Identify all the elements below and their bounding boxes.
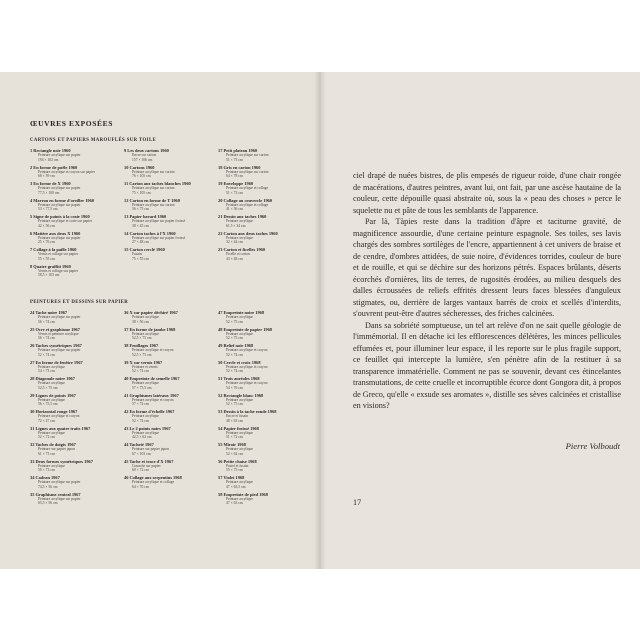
catalog-column-2a [124, 148, 212, 264]
entry-dimensions: 51 × 72 cm [226, 435, 243, 440]
catalog-entry [30, 442, 118, 459]
entry-medium: Peinture acrylique et crayon [226, 381, 268, 386]
entry-dimensions: 64 × 70 cm [132, 484, 149, 489]
catalog-entry [124, 409, 212, 426]
entry-dimensions: 27 × 48 cm [132, 240, 149, 245]
catalog-entry [124, 247, 212, 264]
catalog-entry [124, 148, 212, 165]
entry-medium: Peinture acrylique et collage [132, 480, 175, 485]
entry-dimensions: 52,5 × 75 cm [38, 385, 58, 390]
catalog-entry [30, 393, 118, 410]
entry-dimensions: 157 × 106 cm [132, 157, 153, 162]
entry-medium: Peinture sur papier japon [38, 447, 75, 452]
entry-medium: Peinture acrylique et crayon [38, 414, 80, 419]
entry-medium: Encre sur carton [132, 153, 157, 158]
entry-dimensions: 60 × 72 cm [132, 468, 149, 473]
entry-medium: Peinture acrylique [38, 381, 65, 386]
entry-dimensions: 56 × 74 cm [38, 336, 55, 341]
entry-medium: Peinture acrylique et crayon [226, 364, 268, 369]
entry-dimensions: 48 × 63 cm [226, 418, 243, 423]
entry-medium: Peinture acrylique [38, 397, 65, 402]
catalog-entry [218, 409, 306, 426]
catalog-entry [30, 310, 118, 327]
entry-title: 54 Papier froissé 1968 [218, 425, 259, 431]
entry-medium: Peinture acrylique sur carton [132, 169, 175, 174]
entry-medium: Peinture acrylique [226, 480, 253, 485]
entry-dimensions: 52 × 75 cm [226, 336, 243, 341]
entry-dimensions: 52 × 74 cm [226, 369, 243, 374]
entry-title: 3 En forme de X 1960 [30, 181, 71, 186]
right-page [320, 72, 640, 569]
entry-medium: Peinture acrylique sur papier froissé [132, 235, 186, 240]
entry-title: 22 Carton aux deux taches 1960 [218, 230, 278, 236]
author-signature: Pierre Volboudt [565, 441, 620, 451]
entry-title: 5 Signe de points à la craie 1960 [30, 214, 90, 219]
left-page [0, 72, 319, 569]
catalog-entry [30, 327, 118, 344]
entry-title: 40 Empreinte de semelle 1967 [124, 376, 180, 381]
entry-title: 6 Matière aux deux X 1960 [30, 230, 81, 236]
catalog-entry [218, 393, 306, 410]
entry-dimensions: 64 × 78 cm [226, 174, 243, 179]
catalog-entry [30, 181, 118, 198]
entry-dimensions: 57 × 74 cm [132, 402, 149, 407]
entry-medium: Peinture et vernis [132, 364, 158, 369]
entry-medium: Peinture acrylique sur papier [38, 480, 81, 485]
catalog-entry [218, 426, 306, 443]
catalog-entry [218, 231, 306, 248]
entry-dimensions: 54 × 76 cm [226, 385, 243, 390]
catalog-entry [124, 327, 212, 344]
entry-medium: Peinture acrylique [132, 414, 159, 419]
entry-medium: Peinture acrylique et crayon sur papier [38, 169, 96, 174]
entry-title: 48 Empreinte de papier 1968 [218, 326, 272, 332]
catalog-entry [124, 475, 212, 492]
entry-title: 33 Deux formes symétriques 1967 [30, 458, 93, 464]
entry-medium: Peinture acrylique [38, 430, 65, 435]
entry-dimensions: 52 × 74 cm [226, 352, 243, 357]
entry-medium: Ficelle et carton [226, 252, 250, 257]
entry-title: 45 Tache et trace d'X 1967 [124, 458, 174, 464]
catalog-entry [30, 492, 118, 509]
entry-medium: Pastel et fusain [226, 463, 249, 468]
entry-title: 9 Les deux cartons 1960 [124, 148, 169, 153]
catalog-entry [218, 165, 306, 182]
entry-medium: Peinture acrylique et crayon [226, 348, 268, 353]
book-gutter [314, 72, 326, 569]
catalog-entry [218, 376, 306, 393]
entry-medium: Peinture acrylique sur papier [38, 235, 81, 240]
catalog-entry [218, 442, 306, 459]
entry-title: 11 Carton aux taches blanches 1960 [124, 181, 191, 186]
entry-dimensions: 72 × 47 cm [38, 418, 55, 423]
entry-title: 44 Tacheté 1967 [124, 442, 154, 447]
entry-title: 17 Petit plateau 1960 [218, 148, 258, 153]
entry-title: 7 Collage à la paille 1960 [30, 247, 77, 252]
entry-title: 38 Feuillages 1967 [124, 343, 159, 348]
page-number: 17 [353, 498, 362, 507]
entry-medium: Peinture acrylique sur papier [38, 496, 81, 501]
entry-dimensions: 77,5 × 100 cm [38, 190, 60, 195]
entry-medium: Peinture acrylique et crayon [132, 397, 174, 402]
entry-medium: Peinture acrylique [226, 496, 253, 501]
page-title: ŒUVRES EXPOSÉES [30, 119, 113, 128]
entry-dimensions: 52 × 75 cm [226, 402, 243, 407]
catalog-entry [218, 360, 306, 377]
catalog-entry [218, 181, 306, 198]
entry-dimensions: 67 × 103 cm [132, 451, 151, 456]
catalog-entry [218, 459, 306, 476]
entry-title: 47 Empreinte noire 1968 [218, 310, 265, 315]
entry-dimensions: 25 × 76 cm [38, 240, 55, 245]
entry-medium: Peinture acrylique sur carton [132, 186, 175, 191]
entry-dimensions: 57 × 75,5 cm [132, 385, 152, 390]
catalog-entry [30, 409, 118, 426]
entry-dimensions: 76 × 105 cm [132, 174, 151, 179]
essay-paragraph-2: Par là, Tàpies reste dans la tradition d'âpre et taciturne gravité, de magnificence assourdie, d'une certaine peinture espagnole. Ses toiles, ses lavis chargés des sombres sortilèges de l'encre, appartiennent à cet univers de braise et de cendre, d'ombres attidées, de suie noire, d'évidences torrides, couleur de bure et de rouille, et qui se déchire sur des horizons pétrés. Espaces brûlants, déserts écorchés d'ornières, lits de terres, de rugosités érodées, au milieu desquels des dalles écroussées de reliefs effrités dressent leurs faces blessées d'anguleux stigmates, ou, derrière de larges vantaux barrés de croix et scellés d'interdits, s'ouvrent peut-être d'autres sécheresses, des friches calcinées. [353, 217, 621, 318]
section-heading-cartons: CARTONS ET PAPIERS MAROUFLÉS SUR TOILE [30, 138, 157, 143]
entry-title: 14 Carton taches à l'X 1960 [124, 230, 176, 236]
entry-title: 21 Dessin aux taches 1960 [218, 214, 267, 219]
entry-title: 18 Gris en carton 1960 [218, 164, 261, 170]
entry-title: 42 En forme d'échelle 1967 [124, 409, 175, 414]
entry-medium: Peinture sur papier japon [132, 447, 169, 452]
entry-dimensions: 52 × 62 cm [226, 451, 243, 456]
entry-dimensions: 55 × 75 cm [226, 468, 243, 473]
entry-dimensions: 194 × 102 cm [38, 157, 59, 162]
catalog-entry [124, 231, 212, 248]
catalog-entry [124, 376, 212, 393]
catalog-entry [218, 327, 306, 344]
catalog-entry [218, 492, 306, 509]
entry-medium: Peinture acrylique sur papier [38, 202, 81, 207]
entry-dimensions: 65,5 × 56 cm [38, 501, 58, 506]
entry-dimensions: 61 × 73 cm [38, 451, 55, 456]
entry-title: 52 Rectangle blanc 1968 [218, 392, 264, 398]
entry-title: 35 Graphisme central 1967 [30, 491, 81, 497]
catalog-entry [124, 165, 212, 182]
entry-medium: Peinture acrylique et collage [226, 202, 269, 207]
entry-dimensions: 52,5 × 75 cm [132, 336, 152, 341]
entry-medium: Peinture acrylique et collage [226, 186, 269, 191]
catalog-entry [30, 264, 118, 281]
entry-dimensions: 61,5 × 34 cm [226, 223, 246, 228]
entry-medium: Peinture acrylique [226, 397, 253, 402]
catalog-entry [218, 475, 306, 492]
entry-medium: Vernis et collage sur papier [38, 252, 79, 257]
catalog-column-3b [218, 310, 306, 508]
catalog-entry [30, 148, 118, 165]
entry-title: 29 Lignes de points 1967 [30, 392, 76, 398]
entry-medium: Peinture acrylique [226, 447, 253, 452]
catalog-entry [124, 426, 212, 443]
entry-medium: Vernis et collage sur papier [38, 268, 79, 273]
entry-medium: Peinture acrylique [226, 331, 253, 336]
catalog-entry [124, 343, 212, 360]
entry-title: 23 Carton et ficelles 1960 [218, 247, 266, 252]
entry-medium: Gouache sur papier [132, 463, 161, 468]
catalog-entry [124, 198, 212, 215]
entry-title: 51 Trois auréoles 1968 [218, 376, 260, 381]
catalog-entry [124, 310, 212, 327]
catalog-entry [30, 426, 118, 443]
entry-dimensions: 51 × 73 cm [226, 157, 243, 162]
catalog-entry [30, 475, 118, 492]
entry-medium: Peinture acrylique [132, 315, 159, 320]
entry-dimensions: 54 × 73 cm [38, 369, 55, 374]
catalog-entry [218, 310, 306, 327]
entry-medium: Peinture acrylique sur carton [226, 153, 269, 158]
entry-dimensions: 42 × 56 cm [38, 223, 55, 228]
entry-medium: Peinture acrylique sur papier [38, 186, 81, 191]
entry-dimensions: 41 × 56 cm [226, 207, 243, 212]
entry-medium: Fusain [132, 252, 142, 257]
entry-medium: Peinture acrylique sur papier froissé [132, 219, 186, 224]
entry-dimensions: 52 × 74 cm [132, 369, 149, 374]
entry-dimensions: 38 × 45 cm [132, 223, 149, 228]
catalog-entry [124, 459, 212, 476]
entry-title: 36 X sur papier déchiré 1967 [124, 310, 178, 315]
catalog-column-2b [124, 310, 212, 492]
entry-title: 57 Violet 1968 [218, 475, 245, 480]
entry-medium: Peinture acrylique et crayon [132, 348, 174, 353]
catalog-entry [124, 442, 212, 459]
catalog-entry [124, 393, 212, 410]
entry-title: 15 Carton cerclé 1960 [124, 247, 165, 252]
entry-title: 49 Relief noir 1968 [218, 343, 254, 348]
entry-dimensions: 56 × 75,5 cm [38, 402, 58, 407]
entry-title: 53 Dessin à la tache ronde 1968 [218, 409, 277, 414]
entry-title: 55 Miroir 1968 [218, 442, 246, 447]
catalog-entry [30, 343, 118, 360]
entry-title: 56 Petite chaise 1968 [218, 458, 257, 464]
entry-title: 37 En forme de jambe 1968 [124, 326, 176, 332]
catalog-column-3a [218, 148, 306, 264]
entry-dimensions: 38 × 56 cm [132, 319, 149, 324]
entry-medium: Peinture acrylique sur papier [38, 315, 81, 320]
entry-title: 50 Cercle et croix 1968 [218, 359, 261, 365]
entry-medium: Peinture acrylique [226, 430, 253, 435]
entry-medium: Peinture acrylique sur papier [38, 348, 81, 353]
entry-dimensions: 55 × 55 cm [38, 256, 55, 261]
entry-dimensions: 43 × 48 cm [226, 256, 243, 261]
essay-paragraph-1: ciel drapé de nuées bistres, de plis empesés de rigueur roide, d'une chair rongée de macérations, d'autres peintres, avant lui, ont fait, par une ascèse hautaine de la couleur, cette dépouille quasi abstraite où, sous la « peau des choses » perce le squelette nu et pâte de tous les semblants de l'apparence. [353, 171, 621, 215]
book-spread [0, 72, 640, 569]
catalog-entry [218, 198, 306, 215]
entry-title: 30 Horizontal rouge 1967 [30, 409, 78, 414]
entry-dimensions: 52 × 74 cm [132, 418, 149, 423]
entry-medium: Peinture acrylique [226, 315, 253, 320]
entry-dimensions: 52 × 72 cm [38, 435, 55, 440]
entry-dimensions: 74,5 × 56 cm [38, 484, 58, 489]
catalog-entry [218, 214, 306, 231]
section-heading-peintures: PEINTURES ET DESSINS SUR PAPIER [30, 300, 129, 305]
essay-paragraph-3: Dans sa sobriété somptueuse, un tel art relève d'on ne sait quelle géologie de l'immémorial. Il en détache ici les efflorescences délétères, les minces pellicules effumées et, pour illuminer leur espace, il les reporte sur le plus fragile support, ce feuillet qui intercepte la lumière, s'en pénètre afin de la restituer à sa transparence immatérielle. Comment ne pas se souvenir, devant ces étincelantes transmutations, de cette cruelle et incorruptible écorce dont Gongora dit, à propos de Greco, qu'elle « exsude ses aromates », distille ses sèves calcinées et cristallise en visions? [353, 320, 621, 410]
entry-title: 27 En forme de fenêtre 1967 [30, 359, 83, 365]
entry-title: 25 Ocre et graphisme 1967 [30, 326, 80, 332]
entry-title: 12 Carton en forme de T 1960 [124, 197, 180, 203]
entry-dimensions: 47 × 65,5 cm [226, 484, 246, 489]
entry-medium: Peinture acrylique et craie sur papier [38, 219, 93, 224]
entry-dimensions: 56 × 74 cm [38, 319, 55, 324]
catalog-entry [124, 360, 212, 377]
entry-title: 43 Le 2 points noirs 1967 [124, 425, 171, 431]
entry-title: 39 X sur vernis 1967 [124, 359, 163, 365]
entry-medium: Peinture acrylique [38, 364, 65, 369]
catalog-entry [30, 459, 118, 476]
entry-dimensions: 75 × 55 cm [132, 256, 149, 261]
entry-title: 32 Taches de doigts 1967 [30, 442, 76, 447]
entry-dimensions: 75 × 105 cm [132, 190, 151, 195]
catalog-entry [30, 198, 118, 215]
catalog-entry [30, 231, 118, 248]
entry-dimensions: 58,5 × 103 cm [38, 273, 60, 278]
catalog-entry [30, 247, 118, 264]
entry-title: 24 Tache noire 1967 [30, 310, 68, 315]
entry-dimensions: 52,5 × 75 cm [132, 352, 152, 357]
entry-title: 2 En forme de poêle 1960 [30, 164, 78, 170]
entry-dimensions: 50 × 73 cm [38, 468, 55, 473]
entry-medium: Encre et fusain [226, 414, 249, 419]
catalog-entry [30, 360, 118, 377]
entry-medium: Peinture acrylique [132, 381, 159, 386]
entry-dimensions: 52 × 75 cm [226, 319, 243, 324]
catalog-column-1a [30, 148, 118, 280]
entry-medium: Peinture acrylique [132, 331, 159, 336]
entry-medium: Vernis et peinture acrylique [38, 331, 79, 336]
entry-title: 34 Cadran 1967 [30, 475, 60, 480]
entry-medium: Peinture acrylique sur carton [132, 202, 175, 207]
catalog-entry [218, 148, 306, 165]
entry-dimensions: 53 × 77,5 cm [38, 207, 58, 212]
catalog-entry [30, 165, 118, 182]
entry-title: 28 Diagonale noire 1967 [30, 376, 75, 381]
entry-title: 26 Taches symétriques 1967 [30, 343, 82, 348]
entry-medium: Peinture acrylique [132, 430, 159, 435]
catalog-entry [218, 247, 306, 264]
entry-title: 4 Marron en forme d'oreiller 1960 [30, 197, 95, 203]
catalog-entry [124, 181, 212, 198]
entry-dimensions: 68 × 59 cm [38, 174, 55, 179]
entry-title: 20 Collage au couvercle 1960 [218, 197, 273, 203]
entry-dimensions: 51 × 73 cm [226, 190, 243, 195]
entry-title: 19 Enveloppe 1960 [218, 181, 254, 186]
entry-title: 58 Empreinte de pied 1968 [218, 491, 268, 497]
catalog-column-1b [30, 310, 118, 508]
catalog-entry [124, 214, 212, 231]
entry-title: 8 Quatre graffiti 1960 [30, 263, 71, 269]
entry-dimensions: 42,5 × 62 cm [132, 435, 152, 440]
entry-title: 1 Rectangle noir 1960 [30, 148, 71, 153]
entry-medium: Peinture acrylique [38, 463, 65, 468]
essay-text [353, 170, 621, 412]
entry-title: 46 Collage aux serpentins 1968 [124, 475, 182, 480]
entry-medium: Peinture acrylique [226, 235, 253, 240]
entry-dimensions: 47 × 63 cm [226, 501, 243, 506]
catalog-entry [30, 376, 118, 393]
catalog-entry [30, 214, 118, 231]
catalog-entry [218, 343, 306, 360]
entry-title: 31 Lignes aux quatre traits 1967 [30, 425, 91, 431]
entry-title: 41 Graphismes latéraux 1967 [124, 392, 179, 398]
entry-medium: Peinture acrylique [226, 219, 253, 224]
entry-dimensions: 56 × 75 cm [132, 207, 149, 212]
entry-dimensions: 52 × 74 cm [38, 352, 55, 357]
entry-medium: Peinture acrylique sur carton [226, 169, 269, 174]
entry-dimensions: 32 × 44 cm [226, 240, 243, 245]
entry-title: 13 Papier bavard 1960 [124, 214, 167, 219]
entry-title: 10 Cartons 1960 [124, 164, 155, 170]
entry-medium: Peinture acrylique sur papier [38, 153, 81, 158]
